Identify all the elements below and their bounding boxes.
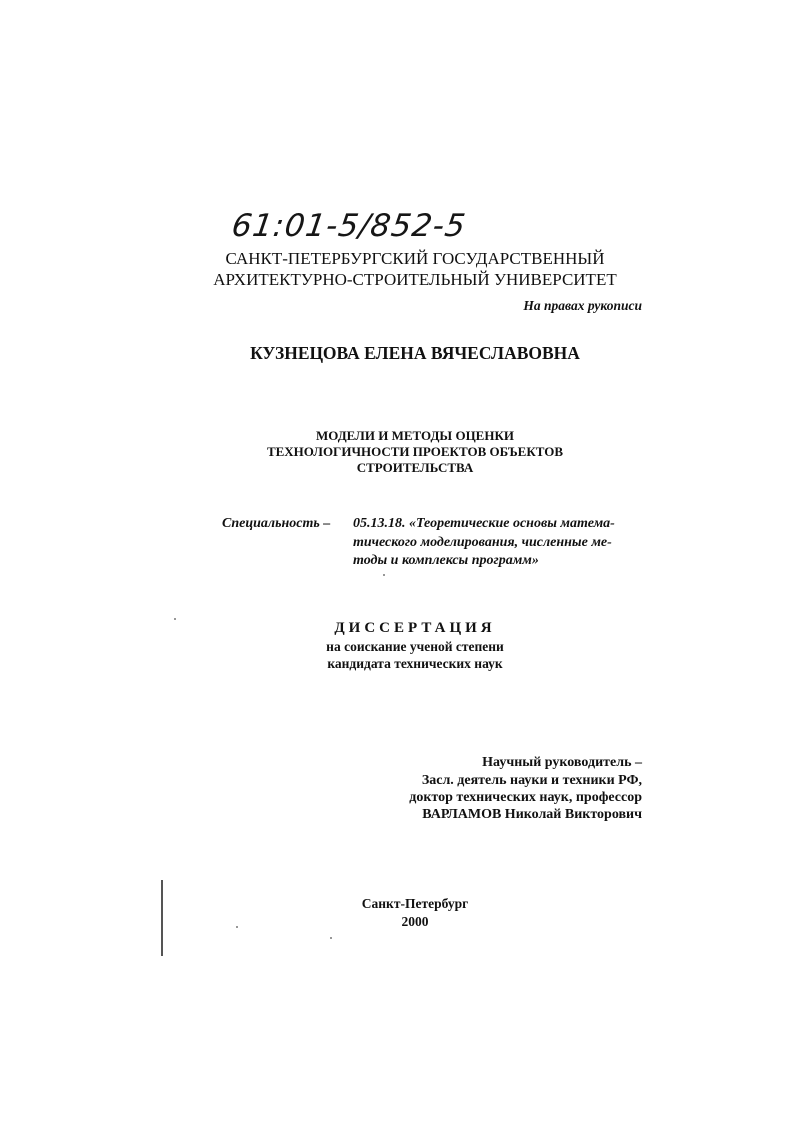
scan-speck <box>383 574 385 576</box>
degree-line-2: кандидата технических наук <box>327 656 503 671</box>
manuscript-rights-note: На правах рукописи <box>523 298 642 313</box>
thesis-title-line-3: СТРОИТЕЛЬСТВА <box>356 460 474 475</box>
specialty-line-3: тоды и комплексы программ» <box>353 553 539 568</box>
publication-year: 2000 <box>401 914 429 929</box>
supervisor-name: ВАРЛАМОВ Николай Викторович <box>422 807 642 822</box>
scan-edge-line <box>161 880 163 956</box>
specialty-line-2: тического моделирования, численные ме- <box>353 535 612 550</box>
author-name: КУЗНЕЦОВА ЕЛЕНА ВЯЧЕСЛАВОВНА <box>250 343 580 363</box>
supervisor-line-2: Засл. деятель науки и техники РФ, <box>421 773 642 788</box>
dissertation-heading: ДИССЕРТАЦИЯ <box>334 620 496 636</box>
scan-speck <box>174 618 176 620</box>
scan-speck <box>236 926 238 928</box>
university-name-line-2: АРХИТЕКТУРНО-СТРОИТЕЛЬНЫЙ УНИВЕРСИТЕТ <box>213 270 617 289</box>
supervisor-line-3: доктор технических наук, профессор <box>409 790 642 805</box>
scan-speck <box>330 937 332 939</box>
supervisor-line-1: Научный руководитель – <box>482 755 642 770</box>
handwritten-archive-number: 61:01-5/852-5 <box>229 208 469 244</box>
degree-line-1: на соискание ученой степени <box>326 639 504 654</box>
place-of-publication: Санкт-Петербург <box>361 896 469 911</box>
thesis-title-line-2: ТЕХНОЛОГИЧНОСТИ ПРОЕКТОВ ОБЪЕКТОВ <box>266 444 564 459</box>
specialty-line-1: 05.13.18. «Теоретические основы матема- <box>353 516 615 531</box>
specialty-label: Специальность – <box>222 516 331 531</box>
university-name-line-1: САНКТ-ПЕТЕРБУРГСКИЙ ГОСУДАРСТВЕННЫЙ <box>225 249 605 268</box>
thesis-title-line-1: МОДЕЛИ И МЕТОДЫ ОЦЕНКИ <box>316 428 514 443</box>
